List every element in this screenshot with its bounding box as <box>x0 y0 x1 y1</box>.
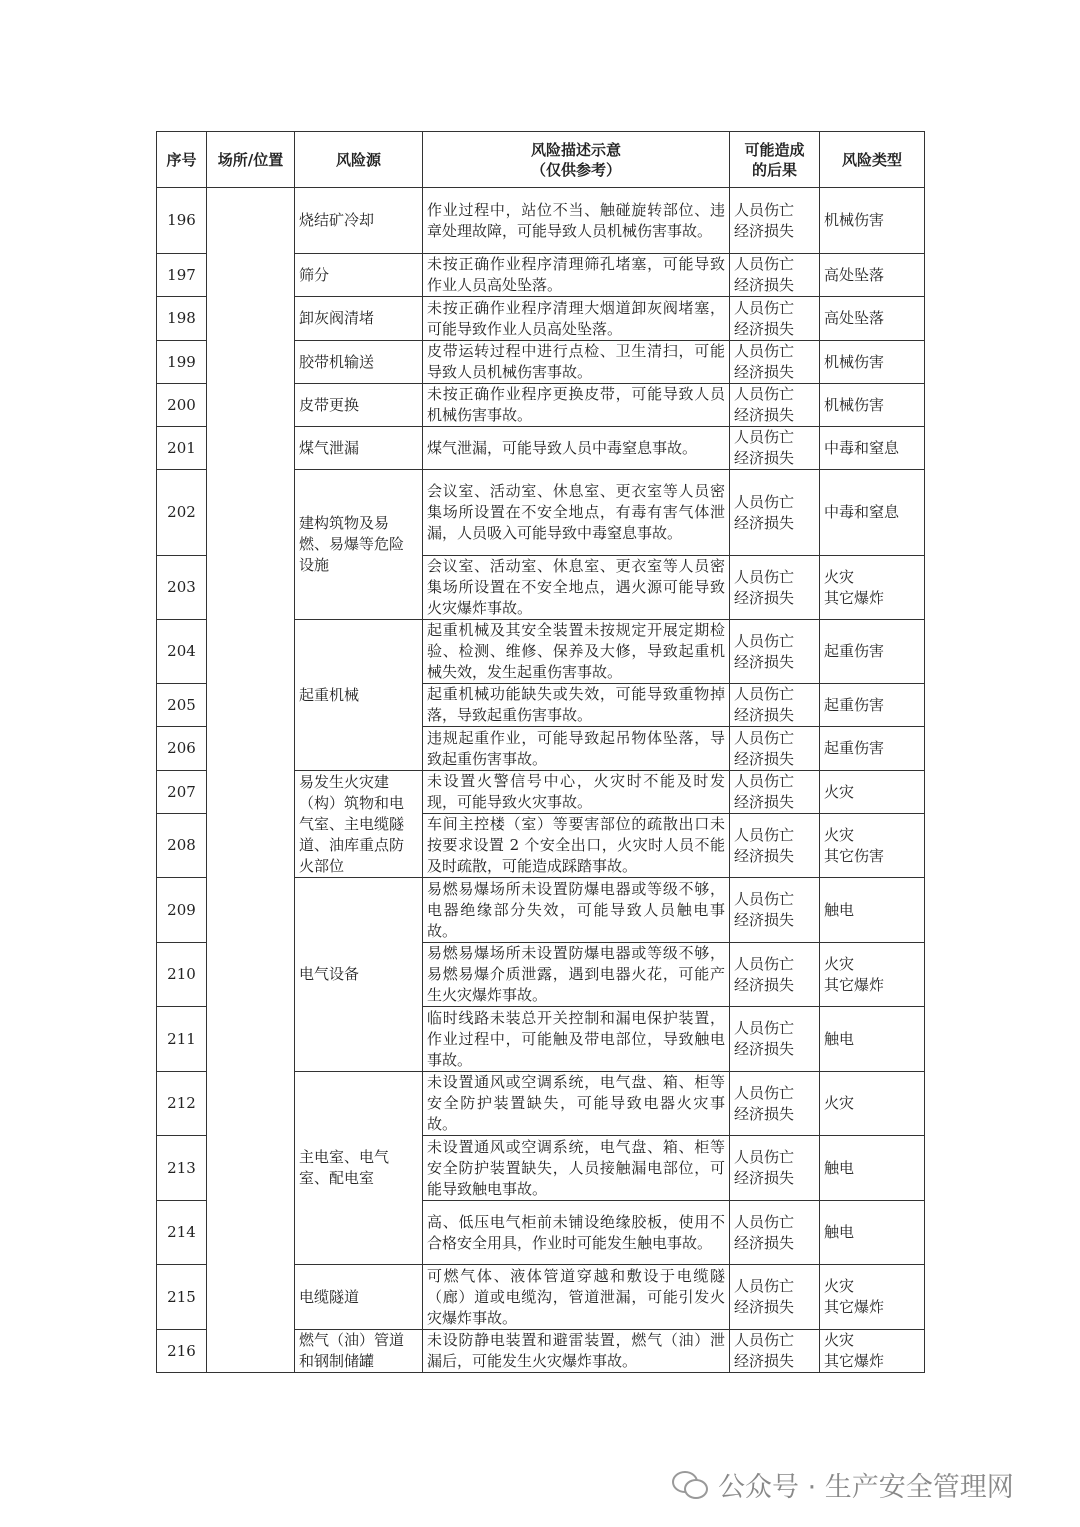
risk-description: 车间主控楼（室）等要害部位的疏散出口未按要求设置 2 个安全出口，火灾时人员不能及时疏散，可能造成踩踏事故。 <box>423 814 730 878</box>
risk-type: 中毒和窒息 <box>820 427 925 470</box>
risk-description: 起重机械功能缺失或失效，可能导致重物掉落，导致起重伤害事故。 <box>423 684 730 727</box>
risk-type: 火灾 其它爆炸 <box>820 1265 925 1330</box>
risk-type: 火灾 其它爆炸 <box>820 943 925 1007</box>
header-cell: 场所/位置 <box>207 132 295 188</box>
risk-type: 中毒和窒息 <box>820 470 925 556</box>
consequence: 人员伤亡 经济损失 <box>730 1136 820 1201</box>
risk-source: 胶带机输送 <box>295 341 423 384</box>
risk-type: 起重伤害 <box>820 684 925 727</box>
row-number: 196 <box>157 188 207 254</box>
consequence: 人员伤亡 经济损失 <box>730 1330 820 1373</box>
consequence: 人员伤亡 经济损失 <box>730 684 820 727</box>
risk-description: 未设置火警信号中心，火灾时不能及时发现，可能导致火灾事故。 <box>423 771 730 814</box>
risk-source: 烧结矿冷却 <box>295 188 423 254</box>
risk-type: 火灾 其它伤害 <box>820 814 925 878</box>
row-number: 197 <box>157 254 207 297</box>
risk-source: 易发生火灾建（构）筑物和电气室、主电缆隧道、油库重点防火部位 <box>295 771 423 878</box>
header-cell: 风险描述示意 （仅供参考） <box>423 132 730 188</box>
row-number: 200 <box>157 384 207 427</box>
risk-type: 火灾 其它爆炸 <box>820 1330 925 1373</box>
risk-description: 违规起重作业，可能导致起吊物体坠落，导致起重伤害事故。 <box>423 727 730 771</box>
risk-description: 未设防静电装置和避雷装置，燃气（油）泄漏后，可能发生火灾爆炸事故。 <box>423 1330 730 1373</box>
risk-description: 作业过程中，站位不当、触碰旋转部位、违章处理故障，可能导致人员机械伤害事故。 <box>423 188 730 254</box>
consequence: 人员伤亡 经济损失 <box>730 943 820 1007</box>
risk-source: 卸灰阀清堵 <box>295 297 423 341</box>
risk-description: 会议室、活动室、休息室、更衣室等人员密集场所设置在不安全地点，遇火源可能导致火灾爆炸事故。 <box>423 556 730 620</box>
risk-description: 未按正确作业程序清理大烟道卸灰阀堵塞，可能导致作业人员高处坠落。 <box>423 297 730 341</box>
row-number: 216 <box>157 1330 207 1373</box>
risk-source: 电缆隧道 <box>295 1265 423 1330</box>
row-number: 206 <box>157 727 207 771</box>
risk-source: 起重机械 <box>295 620 423 771</box>
consequence: 人员伤亡 经济损失 <box>730 878 820 943</box>
risk-type: 触电 <box>820 878 925 943</box>
consequence: 人员伤亡 经济损失 <box>730 427 820 470</box>
risk-type: 机械伤害 <box>820 188 925 254</box>
consequence: 人员伤亡 经济损失 <box>730 384 820 427</box>
risk-description: 易燃易爆场所未设置防爆电器或等级不够，易燃易爆介质泄露，遇到电器火花，可能产生火灾爆炸事故。 <box>423 943 730 1007</box>
risk-description: 未按正确作业程序清理筛孔堵塞，可能导致作业人员高处坠落。 <box>423 254 730 297</box>
row-number: 203 <box>157 556 207 620</box>
consequence: 人员伤亡 经济损失 <box>730 727 820 771</box>
risk-type: 机械伤害 <box>820 384 925 427</box>
risk-source: 建构筑物及易燃、易爆等危险设施 <box>295 470 423 620</box>
risk-source: 燃气（油）管道和钢制储罐 <box>295 1330 423 1373</box>
row-number: 205 <box>157 684 207 727</box>
consequence: 人员伤亡 经济损失 <box>730 1007 820 1072</box>
risk-type: 机械伤害 <box>820 341 925 384</box>
row-number: 198 <box>157 297 207 341</box>
consequence: 人员伤亡 经济损失 <box>730 254 820 297</box>
row-number: 210 <box>157 943 207 1007</box>
location-cell <box>207 188 295 1373</box>
risk-description: 高、低压电气柜前未铺设绝缘胶板，使用不合格安全用具，作业时可能发生触电事故。 <box>423 1201 730 1265</box>
consequence: 人员伤亡 经济损失 <box>730 771 820 814</box>
risk-description: 皮带运转过程中进行点检、卫生清扫，可能导致人员机械伤害事故。 <box>423 341 730 384</box>
header-cell: 序号 <box>157 132 207 188</box>
risk-type: 高处坠落 <box>820 297 925 341</box>
risk-type: 触电 <box>820 1136 925 1201</box>
risk-description: 未设置通风或空调系统，电气盘、箱、柜等安全防护装置缺失，人员接触漏电部位，可能导致触电事故。 <box>423 1136 730 1201</box>
consequence: 人员伤亡 经济损失 <box>730 814 820 878</box>
row-number: 209 <box>157 878 207 943</box>
consequence: 人员伤亡 经济损失 <box>730 620 820 684</box>
consequence: 人员伤亡 经济损失 <box>730 341 820 384</box>
row-number: 215 <box>157 1265 207 1330</box>
header-row <box>157 132 925 188</box>
risk-description: 起重机械及其安全装置未按规定开展定期检验、检测、维修、保养及大修，导致起重机械失效，发生起重伤害事故。 <box>423 620 730 684</box>
header-cell: 风险类型 <box>820 132 925 188</box>
risk-source: 电气设备 <box>295 878 423 1072</box>
row-number: 204 <box>157 620 207 684</box>
header-cell: 可能造成 的后果 <box>730 132 820 188</box>
risk-type: 起重伤害 <box>820 620 925 684</box>
risk-type: 触电 <box>820 1007 925 1072</box>
risk-type: 火灾 其它爆炸 <box>820 556 925 620</box>
row-number: 199 <box>157 341 207 384</box>
consequence: 人员伤亡 经济损失 <box>730 556 820 620</box>
risk-description: 未设置通风或空调系统，电气盘、箱、柜等安全防护装置缺失，可能导致电器火灾事故。 <box>423 1072 730 1136</box>
table-row <box>157 188 925 254</box>
consequence: 人员伤亡 经济损失 <box>730 1072 820 1136</box>
risk-type: 火灾 <box>820 771 925 814</box>
risk-description: 可燃气体、液体管道穿越和敷设于电缆隧（廊）道或电缆沟，管道泄漏，可能引发火灾爆炸事故。 <box>423 1265 730 1330</box>
row-number: 208 <box>157 814 207 878</box>
risk-type: 火灾 <box>820 1072 925 1136</box>
consequence: 人员伤亡 经济损失 <box>730 297 820 341</box>
risk-source: 煤气泄漏 <box>295 427 423 470</box>
watermark <box>672 1462 1014 1506</box>
risk-description: 临时线路未装总开关控制和漏电保护装置，作业过程中，可能触及带电部位，导致触电事故。 <box>423 1007 730 1072</box>
risk-description: 易燃易爆场所未设置防爆电器或等级不够，电器绝缘部分失效，可能导致人员触电事故。 <box>423 878 730 943</box>
row-number: 201 <box>157 427 207 470</box>
risk-description: 煤气泄漏，可能导致人员中毒窒息事故。 <box>423 427 730 470</box>
risk-table <box>156 131 925 1373</box>
consequence: 人员伤亡 经济损失 <box>730 1201 820 1265</box>
risk-description: 会议室、活动室、休息室、更衣室等人员密集场所设置在不安全地点，有毒有害气体泄漏，人员吸入可能导致中毒窒息事故。 <box>423 470 730 556</box>
header-cell: 风险源 <box>295 132 423 188</box>
risk-type: 高处坠落 <box>820 254 925 297</box>
risk-type: 触电 <box>820 1201 925 1265</box>
consequence: 人员伤亡 经济损失 <box>730 470 820 556</box>
risk-source: 筛分 <box>295 254 423 297</box>
watermark-text: 公众号 · 生产安全管理网 <box>718 1471 1014 1503</box>
consequence: 人员伤亡 经济损失 <box>730 1265 820 1330</box>
risk-type: 起重伤害 <box>820 727 925 771</box>
row-number: 207 <box>157 771 207 814</box>
row-number: 211 <box>157 1007 207 1072</box>
wechat-icon <box>672 1469 708 1499</box>
risk-source: 主电室、电气室、配电室 <box>295 1072 423 1265</box>
row-number: 212 <box>157 1072 207 1136</box>
row-number: 202 <box>157 470 207 556</box>
risk-source: 皮带更换 <box>295 384 423 427</box>
row-number: 214 <box>157 1201 207 1265</box>
consequence: 人员伤亡 经济损失 <box>730 188 820 254</box>
row-number: 213 <box>157 1136 207 1201</box>
risk-description: 未按正确作业程序更换皮带，可能导致人员机械伤害事故。 <box>423 384 730 427</box>
